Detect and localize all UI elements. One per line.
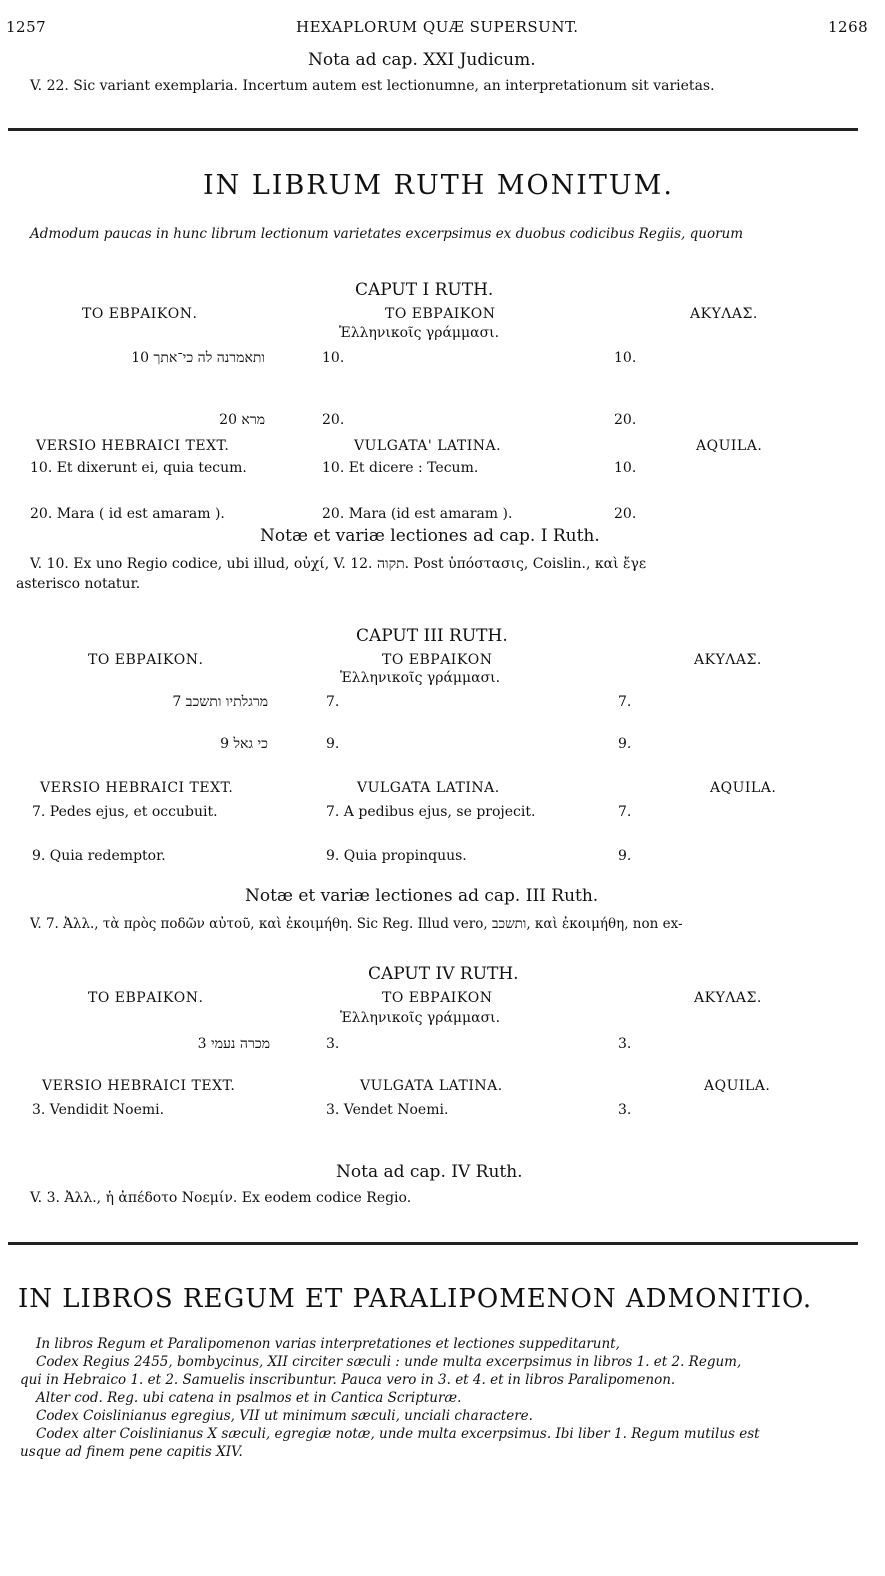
cap3-num1-row-1: 7. [326, 694, 340, 710]
cap1-col-hellenikois: Ἑλληνικοῖς γράμμασι. [339, 325, 500, 341]
cap3-versio-row-1: 7. Pedes ejus, et occubuit. [32, 804, 218, 820]
cap1-notes-line-2: asterisco notatur. [16, 576, 141, 592]
judicum-note-text: V. 22. Sic variant exemplaria. Incertum autem est lectionumne, an interpretationum sit varietas. [30, 78, 715, 94]
cap3-notes-line-1: V. 7. Ἀλλ., τὰ πρὸς ποδῶν αὐτοῦ, καὶ ἐκοιμήθη. Sic Reg. Illud vero, ותשכב, καὶ ἐκοιμήθη, non ex- [30, 916, 683, 932]
cap4-col-hebraikon: ΤΟ ΕΒΡΑΙΚΟΝ. [88, 990, 204, 1006]
cap4-notes-title: Nota ad cap. IV Ruth. [336, 1162, 523, 1182]
cap4-col-vulgata: VULGATA LATINA. [360, 1078, 503, 1094]
cap3-col-versio: VERSIO HEBRAICI TEXT. [40, 780, 234, 796]
cap4-notes-line-1: V. 3. Ἀλλ., ἡ ἀπέδοτο Νοεμίν. Ex eodem codice Regio. [30, 1190, 412, 1206]
cap3-aquila-row-1: 7. [618, 804, 632, 820]
section-rule-2 [8, 1242, 858, 1245]
cap3-col-aquila: AQUILA. [710, 780, 777, 796]
cap3-vulgata-row-2: 9. Quia propinquus. [326, 848, 467, 864]
cap1-notes-line-1: V. 10. Ex uno Regio codice, ubi illud, οὐχί, V. 12. תקוה. Post ὑπόστασις, Coislin., καὶ ἔγε [30, 556, 647, 572]
ruth-intro: Admodum paucas in hunc librum lectionum varietates excerpsimus ex duobus codicibus Regiis, quorum [30, 226, 744, 242]
running-title: HEXAPLORUM QUÆ SUPERSUNT. [296, 18, 579, 36]
regum-line-3: qui in Hebraico 1. et 2. Samuelis inscribuntur. Pauca vero in 3. et 4. et in libros Paralipomenon. [20, 1372, 676, 1388]
cap1-heb-row-1: 10 ותאמרנה לה כי־אתך [131, 350, 265, 366]
cap1-versio-row-1: 10. Et dixerunt ei, quia tecum. [30, 460, 247, 476]
cap3-notes-title: Notæ et variæ lectiones ad cap. III Ruth. [245, 886, 599, 906]
regum-line-5: Codex Coislinianus egregius, VII ut minimum sæculi, unciali charactere. [36, 1408, 533, 1424]
cap1-col-hebraikon-gr: ΤΟ ΕΒΡΑΙΚΟΝ [385, 306, 496, 322]
cap1-num2-row-1: 10. [614, 350, 637, 366]
cap3-heb-row-1: 7 מרגלתיו ותשכב [172, 694, 268, 710]
cap1-num1-row-1: 10. [322, 350, 345, 366]
cap1-col-akylas: ΑΚΥΛΑΣ. [690, 306, 758, 322]
cap3-col-hebraikon-gr: ΤΟ ΕΒΡΑΙΚΟΝ [382, 652, 493, 668]
regum-line-2: Codex Regius 2455, bombycinus, XII circiter sæculi : unde multa excerpsimus in libros 1. et 2. Regum, [36, 1354, 742, 1370]
page-number-right: 1268 [828, 18, 869, 36]
cap3-num1-row-2: 9. [326, 736, 340, 752]
cap4-col-versio: VERSIO HEBRAICI TEXT. [42, 1078, 236, 1094]
cap1-col-vulgata: VULGATA' LATINA. [354, 438, 502, 454]
cap1-versio-row-2: 20. Mara ( id est amaram ). [30, 506, 225, 522]
regum-line-1: In libros Regum et Paralipomenon varias interpretationes et lectiones suppeditarunt, [36, 1336, 620, 1352]
cap3-num2-row-2: 9. [618, 736, 632, 752]
cap1-vulgata-row-1: 10. Et dicere : Tecum. [322, 460, 479, 476]
cap3-num2-row-1: 7. [618, 694, 632, 710]
section-rule [8, 128, 858, 131]
ruth-title: IN LIBRUM RUTH MONITUM. [203, 170, 674, 201]
cap4-col-aquila: AQUILA. [704, 1078, 771, 1094]
cap4-versio-row-1: 3. Vendidit Noemi. [32, 1102, 165, 1118]
regum-line-4: Alter cod. Reg. ubi catena in psalmos et in Cantica Scripturæ. [36, 1390, 462, 1406]
cap1-col-hebraikon: ΤΟ ΕΒΡΑΙΚΟΝ. [82, 306, 198, 322]
regum-line-7: usque ad finem pene capitis XIV. [20, 1444, 243, 1460]
judicum-note-title: Nota ad cap. XXI Judicum. [308, 50, 536, 70]
cap1-num1-row-2: 20. [322, 412, 345, 428]
cap3-vulgata-row-1: 7. A pedibus ejus, se projecit. [326, 804, 536, 820]
cap3-heb-row-2: 9 כי גאל [220, 736, 268, 752]
cap3-col-hebraikon: ΤΟ ΕΒΡΑΙΚΟΝ. [88, 652, 204, 668]
regum-line-6: Codex alter Coislinianus X sæculi, egregiæ notæ, unde multa excerpsimus. Ibi liber 1. Regum mutilus est [36, 1426, 760, 1442]
page-number-left: 1257 [6, 18, 47, 36]
cap3-col-hellenikois: Ἑλληνικοῖς γράμμασι. [340, 670, 501, 686]
cap3-aquila-row-2: 9. [618, 848, 632, 864]
cap4-num1-row-1: 3. [326, 1036, 340, 1052]
cap1-aquila-row-2: 20. [614, 506, 637, 522]
cap3-versio-row-2: 9. Quia redemptor. [32, 848, 166, 864]
cap1-col-aquila: AQUILA. [696, 438, 763, 454]
cap1-num2-row-2: 20. [614, 412, 637, 428]
cap4-col-hellenikois: Ἑλληνικοῖς γράμμασι. [340, 1010, 501, 1026]
cap4-vulgata-row-1: 3. Vendet Noemi. [326, 1102, 449, 1118]
cap1-aquila-row-1: 10. [614, 460, 637, 476]
cap4-num2-row-1: 3. [618, 1036, 632, 1052]
cap1-title: CAPUT I RUTH. [355, 280, 494, 300]
cap3-col-akylas: ΑΚΥΛΑΣ. [694, 652, 762, 668]
cap1-notes-title: Notæ et variæ lectiones ad cap. I Ruth. [260, 526, 600, 546]
cap4-title: CAPUT IV RUTH. [368, 964, 519, 984]
cap4-col-akylas: ΑΚΥΛΑΣ. [694, 990, 762, 1006]
cap4-heb-row-1: 3 מכרה נעמי [197, 1036, 270, 1052]
cap1-heb-row-2: 20 מרא [219, 412, 265, 428]
cap3-col-vulgata: VULGATA LATINA. [357, 780, 500, 796]
cap4-col-hebraikon-gr: ΤΟ ΕΒΡΑΙΚΟΝ [382, 990, 493, 1006]
cap1-col-versio: VERSIO HEBRAICI TEXT. [36, 438, 230, 454]
cap1-vulgata-row-2: 20. Mara (id est amaram ). [322, 506, 513, 522]
regum-title: IN LIBROS REGUM ET PARALIPOMENON ADMONITIO. [18, 1284, 813, 1314]
cap3-title: CAPUT III RUTH. [356, 626, 508, 646]
cap4-aquila-row-1: 3. [618, 1102, 632, 1118]
